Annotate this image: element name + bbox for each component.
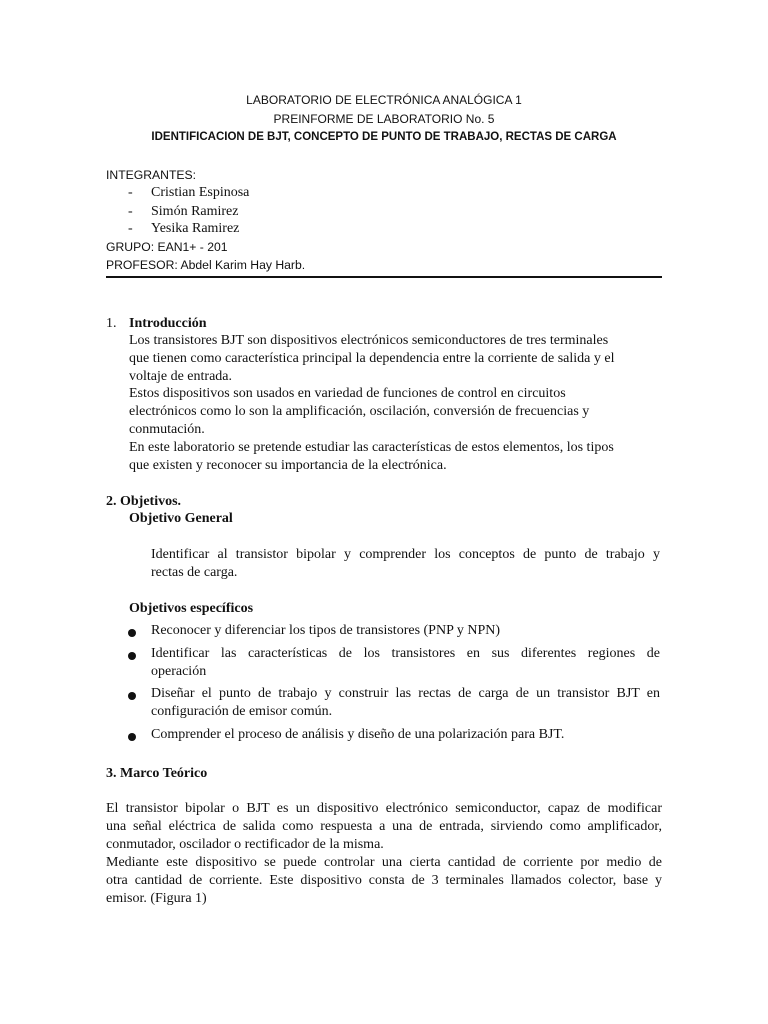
header-line-2: PREINFORME DE LABORATORIO No. 5	[273, 112, 495, 126]
intro-line: voltaje de entrada.	[129, 369, 233, 384]
objetivo-item-cont: configuración de emisor común.	[151, 704, 333, 719]
objetivos-especificos-title: Objetivos específicos	[129, 601, 254, 616]
intro-line: que existen y reconocer su importancia de la electrónica.	[129, 458, 447, 473]
objetivo-item: Identificar las características de los transistores en sus diferentes regiones de	[151, 646, 660, 661]
marco-line: otra cantidad de corriente. Este dispositivo consta de 3 terminales llamados colector, base y	[106, 873, 662, 888]
bullet-icon	[128, 629, 136, 637]
objetivo-general-title: Objetivo General	[129, 511, 233, 526]
member-name: Yesika Ramirez	[151, 221, 240, 236]
list-dash: -	[128, 185, 133, 200]
section-3-title: 3. Marco Teórico	[106, 766, 208, 781]
bullet-icon	[128, 652, 136, 660]
member-name: Simón Ramirez	[151, 204, 239, 219]
grupo-line: GRUPO: EAN1+ - 201	[106, 240, 228, 254]
objetivo-item: Diseñar el punto de trabajo y construir las rectas de carga de un transistor BJT en	[151, 686, 660, 701]
intro-line: En este laboratorio se pretende estudiar las características de estos elementos, los tipos	[129, 440, 614, 455]
objetivo-general-line: rectas de carga.	[151, 565, 238, 580]
marco-line: Mediante este dispositivo se puede controlar una cierta cantidad de corriente por medio de	[106, 855, 662, 870]
header-divider	[106, 276, 662, 278]
intro-line: Estos dispositivos son usados en variedad de funciones de control en circuitos	[129, 386, 566, 401]
intro-line: que tienen como característica principal la dependencia entre la corriente de salida y el	[129, 351, 615, 366]
bullet-icon	[128, 733, 136, 741]
section-1-number: 1.	[106, 316, 117, 331]
header-line-3: IDENTIFICACION DE BJT, CONCEPTO DE PUNTO DE TRABAJO, RECTAS DE CARGA	[151, 131, 617, 143]
objetivo-item: Comprender el proceso de análisis y diseño de una polarización para BJT.	[151, 727, 565, 742]
intro-line: Los transistores BJT son dispositivos electrónicos semiconductores de tres terminales	[129, 333, 609, 348]
marco-line: El transistor bipolar o BJT es un dispositivo electrónico semiconductor, capaz de modificar	[106, 801, 662, 816]
section-1-title: Introducción	[129, 316, 207, 331]
section-2-title: 2. Objetivos.	[106, 494, 182, 509]
intro-line: electrónicos como lo son la amplificación, oscilación, conversión de frecuencias y	[129, 404, 590, 419]
profesor-line: PROFESOR: Abdel Karim Hay Harb.	[106, 258, 306, 272]
list-dash: -	[128, 221, 133, 236]
marco-line: emisor. (Figura 1)	[106, 891, 207, 906]
objetivo-item: Reconocer y diferenciar los tipos de transistores (PNP y NPN)	[151, 623, 501, 638]
header-line-1: LABORATORIO DE ELECTRÓNICA ANALÓGICA 1	[246, 93, 522, 107]
intro-line: conmutación.	[129, 422, 205, 437]
list-dash: -	[128, 204, 133, 219]
bullet-icon	[128, 692, 136, 700]
integrantes-label: INTEGRANTES:	[106, 168, 197, 182]
objetivo-general-line: Identificar al transistor bipolar y comprender los conceptos de punto de trabajo y	[151, 547, 660, 562]
marco-line: una señal eléctrica de salida como respuesta a una de entrada, sirviendo como amplificador,	[106, 819, 662, 834]
marco-line: conmutador, oscilador o rectificador de la misma.	[106, 837, 384, 852]
objetivo-item-cont: operación	[151, 664, 207, 679]
member-name: Cristian Espinosa	[151, 185, 250, 200]
